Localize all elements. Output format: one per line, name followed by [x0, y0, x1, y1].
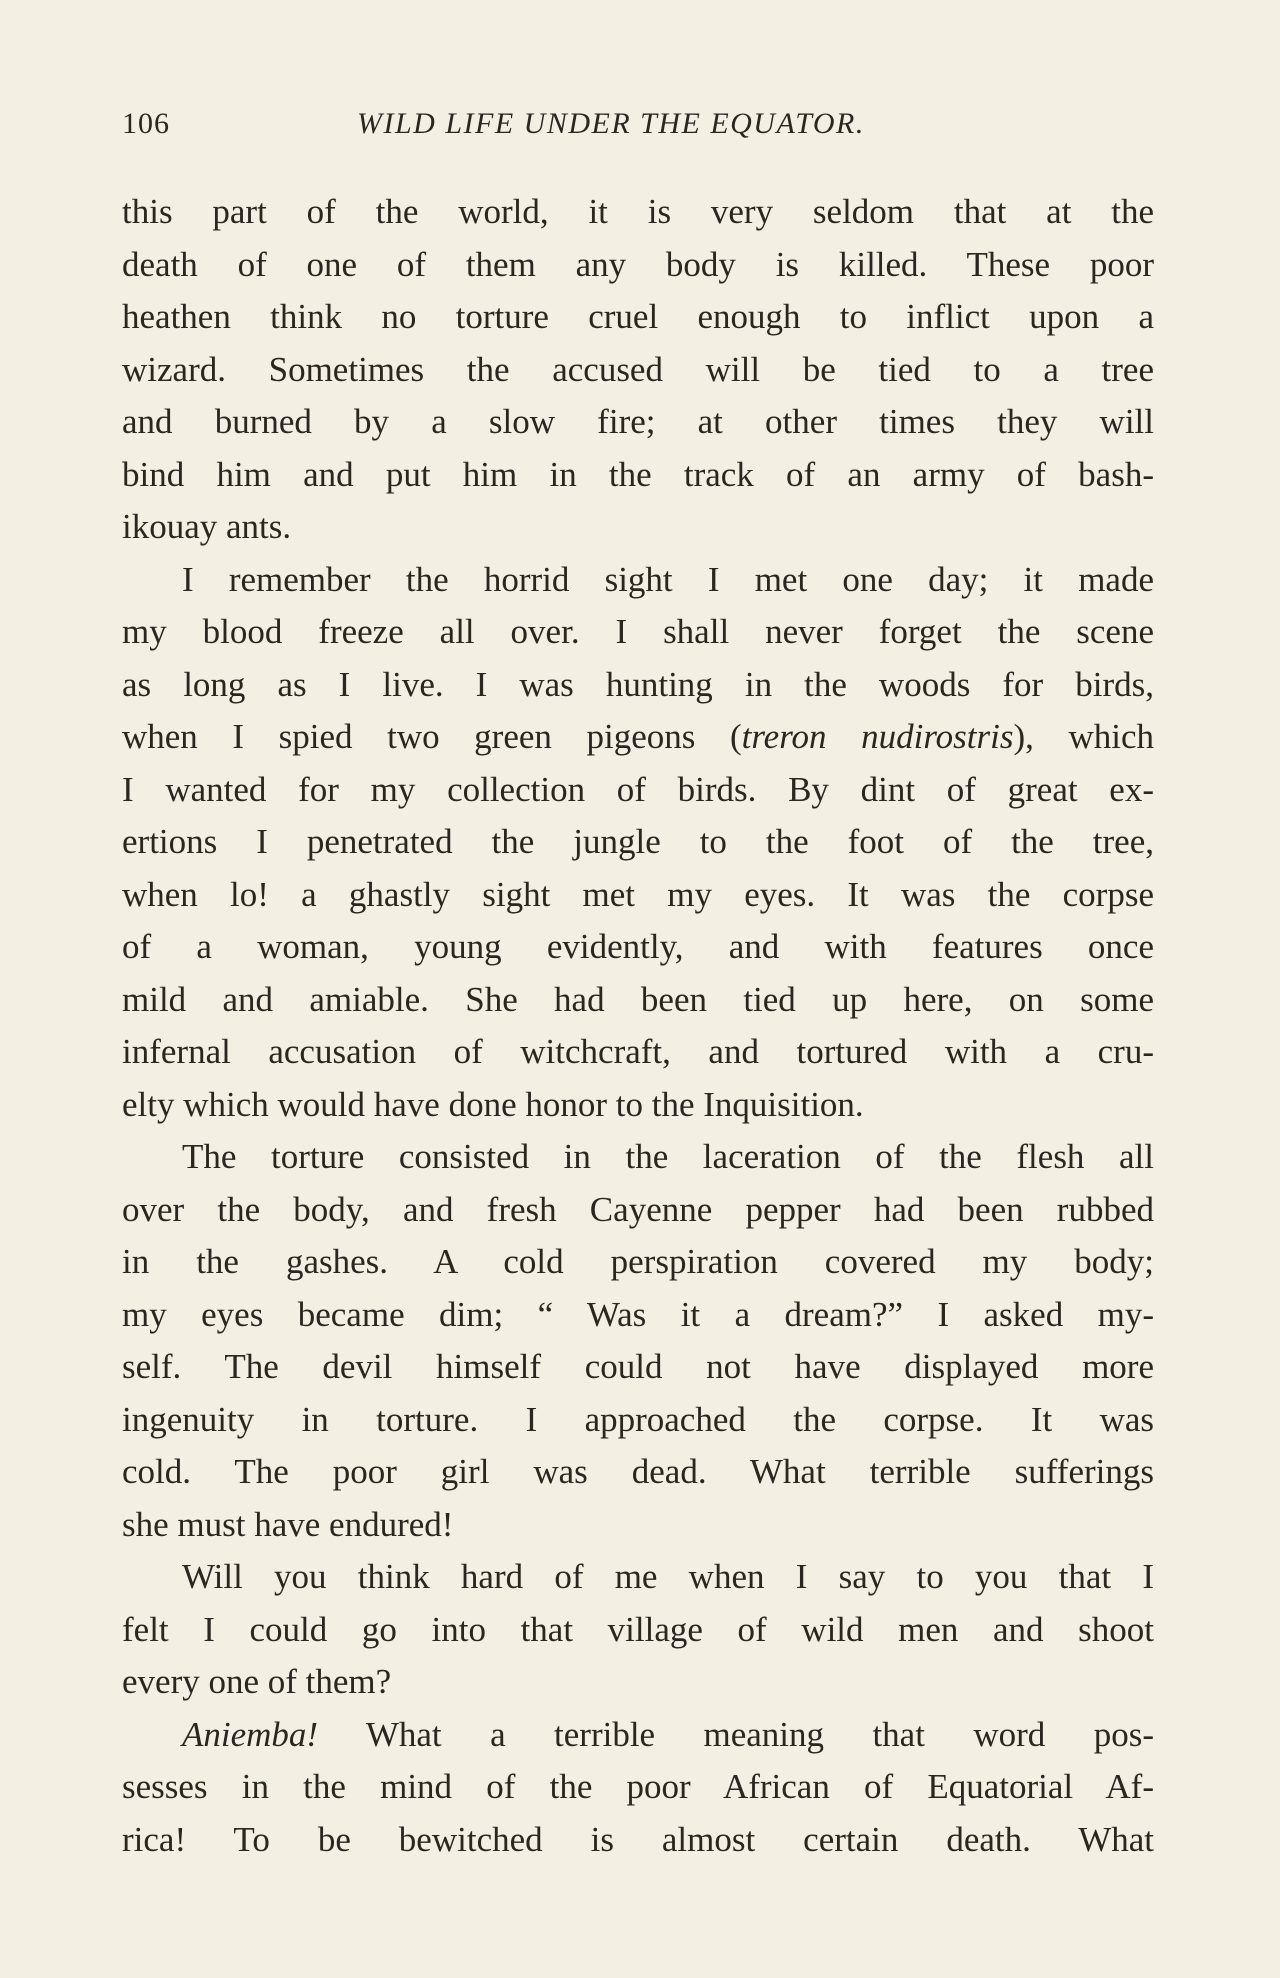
text-line: infernal accusation of witchcraft, and tortured with a cru- — [122, 1032, 1154, 1071]
text-line: ikouay ants. — [122, 507, 292, 546]
text-fragment: What a terrible meaning that word pos- — [318, 1714, 1154, 1754]
text-line: wizard. Sometimes the accused will be tied to a tree — [122, 349, 1154, 389]
text-line: my blood freeze all over. I shall never forget the scene — [122, 612, 1154, 651]
paragraph-first-line: I remember the horrid sight I met one day; it made — [182, 559, 1154, 599]
running-head — [122, 104, 1154, 144]
text-fragment: ), which — [1013, 717, 1154, 756]
text-line: sesses in the mind of the poor African of Equatorial Af- — [122, 1767, 1154, 1806]
text-line: felt I could go into that village of wild men and shoot — [122, 1609, 1154, 1649]
text-line: mild and amiable. She had been tied up here, on some — [122, 979, 1154, 1019]
text-line: bind him and put him in the track of an army of bash- — [122, 454, 1154, 494]
text-line: as long as I live. I was hunting in the woods for birds, — [122, 664, 1154, 704]
body-text — [122, 186, 1154, 1866]
italic-word: Aniemba! — [182, 1714, 319, 1754]
paragraph-first-line: Will you think hard of me when I say to you that I — [182, 1557, 1154, 1596]
page-number: 106 — [122, 107, 170, 140]
text-line: heathen think no torture cruel enough to inflict upon a — [122, 297, 1154, 336]
text-fragment: when I spied two green pigeons ( — [122, 717, 742, 756]
paragraph-first-line-with-italic-word — [122, 1709, 1154, 1762]
text-line: death of one of them any body is killed. These poor — [122, 244, 1154, 284]
text-line: in the gashes. A cold perspiration covered my body; — [122, 1242, 1154, 1281]
text-line: this part of the world, it is very seldom that at the — [122, 192, 1154, 231]
running-title: WILD LIFE UNDER THE EQUATOR. — [357, 107, 865, 140]
text-line: when lo! a ghastly sight met my eyes. It was the corpse — [122, 874, 1154, 914]
text-line: ingenuity in torture. I approached the corpse. It was — [122, 1399, 1154, 1439]
species-name: treron nudirostris — [741, 717, 1014, 756]
text-line: and burned by a slow fire; at other times they will — [122, 402, 1154, 441]
text-line: ertions I penetrated the jungle to the foot of the tree, — [122, 822, 1154, 861]
text-line: elty which would have done honor to the Inquisition. — [122, 1084, 864, 1124]
text-line: I wanted for my collection of birds. By dint of great ex- — [122, 769, 1154, 809]
text-line-with-species-name — [122, 711, 1154, 764]
text-line: every one of them? — [122, 1662, 392, 1701]
text-line: over the body, and fresh Cayenne pepper had been rubbed — [122, 1189, 1154, 1229]
text-line: my eyes became dim; “ Was it a dream?” I asked my- — [122, 1294, 1154, 1334]
text-line: of a woman, young evidently, and with features once — [122, 927, 1154, 966]
text-line: she must have endured! — [122, 1504, 454, 1544]
paragraph-first-line: The torture consisted in the laceration of the flesh all — [182, 1137, 1154, 1176]
text-line: self. The devil himself could not have displayed more — [122, 1347, 1154, 1386]
text-line: cold. The poor girl was dead. What terrible sufferings — [122, 1452, 1154, 1491]
text-line: rica! To be bewitched is almost certain death. What — [122, 1819, 1154, 1859]
